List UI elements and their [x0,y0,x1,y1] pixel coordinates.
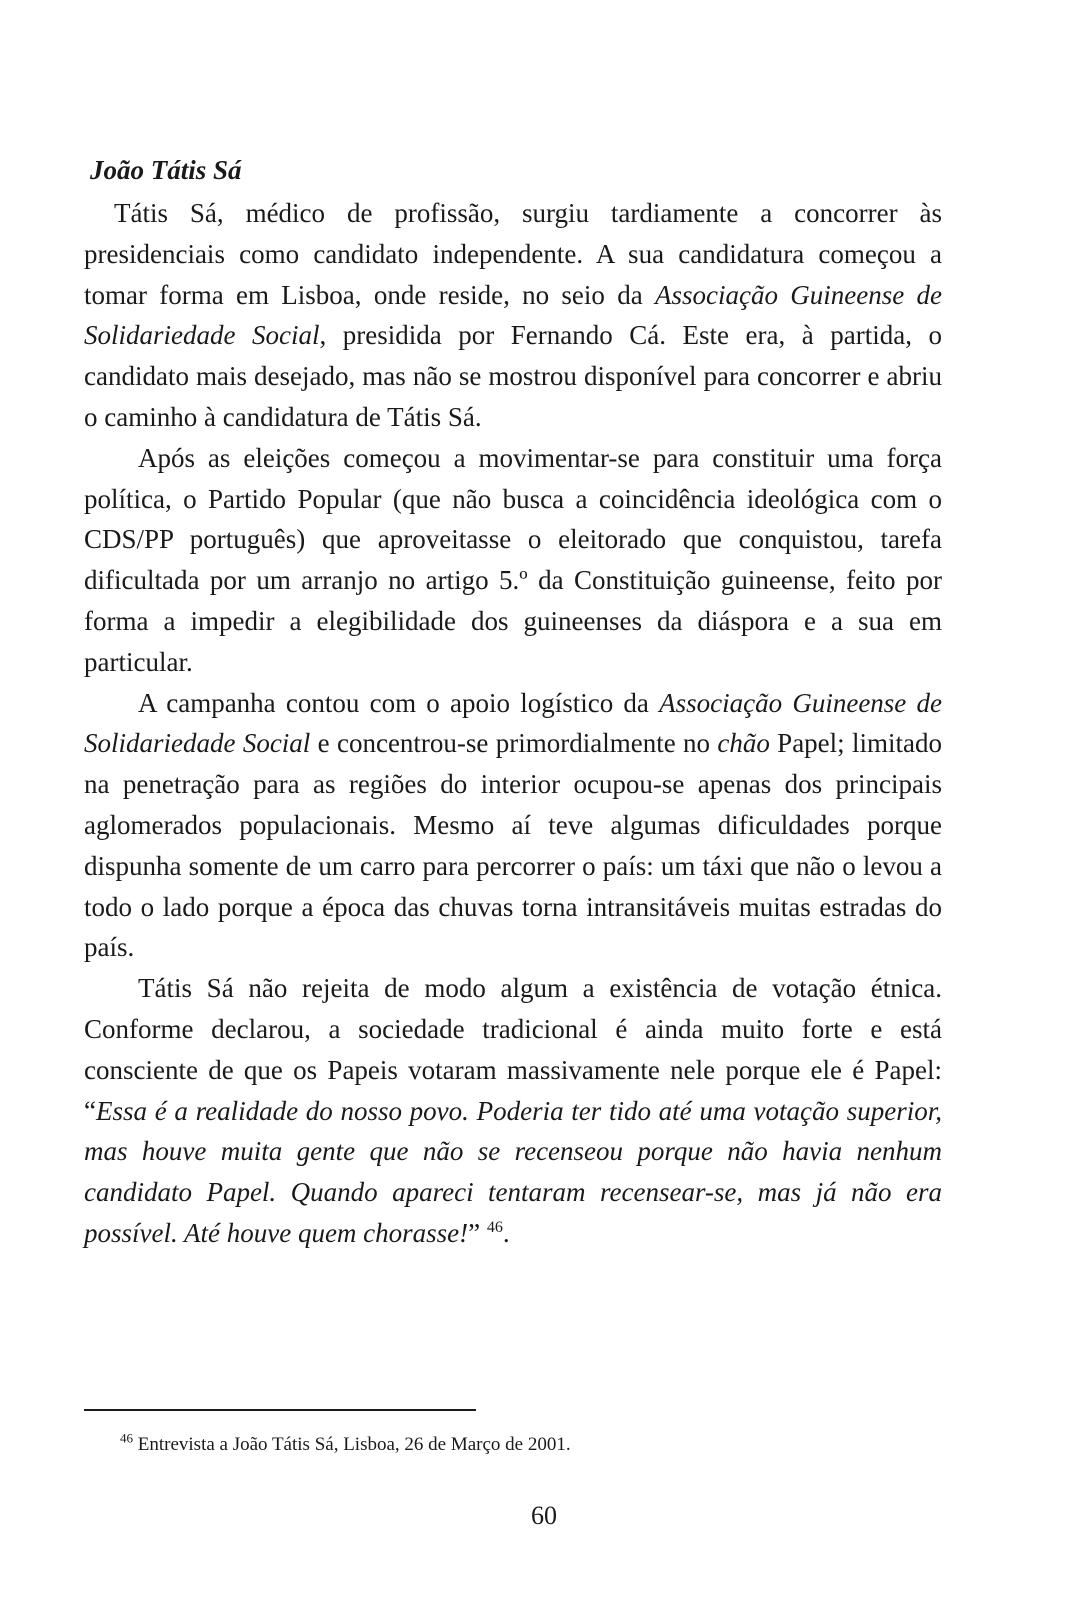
italic-text: chão [717,728,770,759]
footnote-divider [84,1409,476,1411]
paragraph [84,193,942,438]
text-run: Tátis Sá não rejeita de modo algum a existência de votação étnica. Conforme declarou, a sociedade tradicional é ainda muito forte e está consciente de que os Papeis votaram massivamente nele porque ele é Papel: “ [84,973,942,1126]
text-run: , presidida por Fernando Cá. Este era, à partida, o candidato mais desejado, mas não se mostrou disponível para concorrer e abriu o caminho à candidatura de Tátis Sá. [84,320,943,432]
footnote-text: Entrevista a João Tátis Sá, Lisboa, 26 de Março de 2001. [133,1434,571,1455]
footnote [120,1432,571,1458]
page-number: 60 [531,1501,557,1530]
italic-text: Associação Guineense de Solidariedade Social [84,279,942,351]
text-run: . [502,1217,510,1248]
text-run: ” [468,1217,487,1248]
text-run: Papel; limitado na penetração para as regiões do interior ocupou-se apenas dos principais aglomerados populacionais. Mesmo aí teve algumas dificuldades porque dispunha somente de um carro para percorrer o país: um táxi que não o levou a todo o lado porque a época das chuvas torna intransitáveis muitas estradas do país. [84,728,942,963]
italic-text: Essa é a realidade do nosso povo. Poderia ter tido até uma votação superior, mas houve muita gente que não se recenseou porque não havia nenhum candidato Papel. Quando apareci tentaram recensear-se, mas já não era possível. Até houve quem chorasse! [84,1095,942,1248]
italic-text: Associação Guineense de Solidariedade Social [84,687,942,759]
text-run: Após as eleições começou a movimentar-se para constituir uma força política, o Partido Popular (que não busca a coincidência ideológica com o CDS/PP português) que aproveitasse o eleitorado que conquistou, tarefa dificultada por um arranjo no artigo 5.º da Constituição guineense, feito por forma a impedir a elegibilidade dos guineenses da diáspora e a sua em particular. [84,442,942,677]
text-run: e concentrou-se primordialmente no [310,728,718,759]
body-text [84,193,942,1254]
footnote-number: 46 [120,1430,133,1446]
paragraph [84,438,942,683]
paragraph [84,683,942,969]
text-run: Tátis Sá, médico de profissão, surgiu tardiamente a concorrer às presidenciais como candidato independente. A sua candidatura começou a tomar forma em Lisboa, onde reside, no seio da [84,198,942,310]
section-heading: João Tátis Sá [90,155,242,185]
footnote-ref: 46 [486,1218,503,1236]
paragraph [84,968,942,1254]
text-run: A campanha contou com o apoio logístico da [138,687,660,718]
